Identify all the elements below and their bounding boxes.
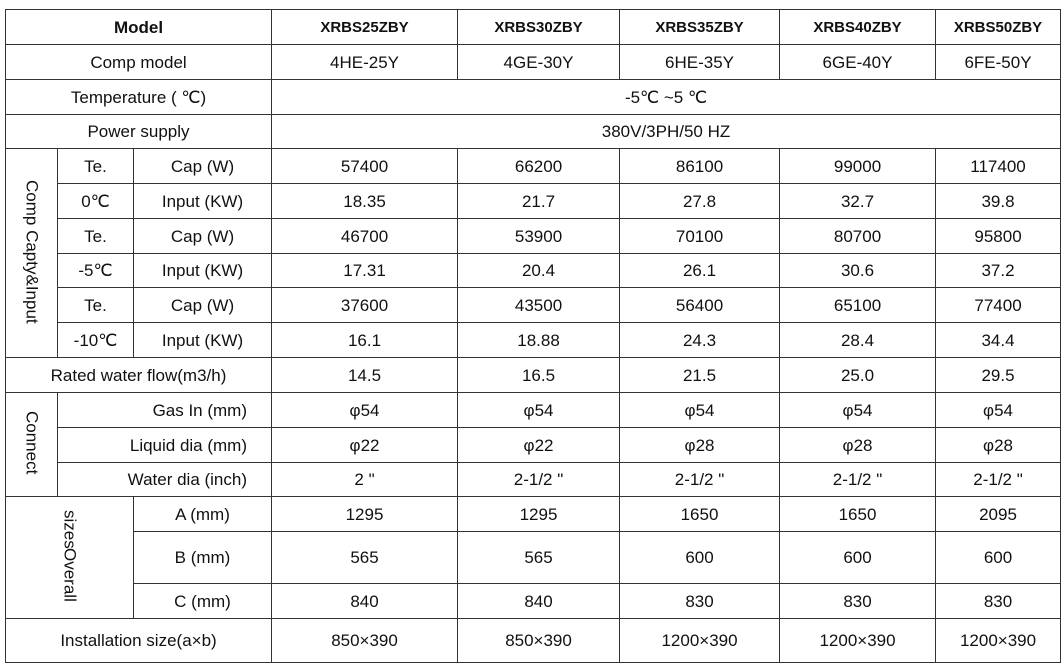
cell-value: 21.7	[458, 184, 620, 219]
cell-value: 14.5	[272, 358, 458, 393]
cell-value: 80700	[780, 219, 936, 254]
cell-value: 21.5	[620, 358, 780, 393]
cell-value: 26.1	[620, 254, 780, 288]
cell-value: 57400	[272, 149, 458, 184]
cell-value: 43500	[458, 288, 620, 323]
cell-value: 117400	[936, 149, 1061, 184]
row-label: C (mm)	[134, 584, 272, 619]
cell-value: φ28	[620, 428, 780, 463]
cell-value: 77400	[936, 288, 1061, 323]
cell-value: φ54	[936, 393, 1061, 428]
cap-label: Cap (W)	[134, 288, 272, 323]
te-label: Te.	[58, 219, 134, 254]
installation-row	[6, 619, 1061, 663]
cell-value: 66200	[458, 149, 620, 184]
overall-sizes-label-line1: Overall	[60, 548, 80, 603]
cell-value: 6FE-50Y	[936, 45, 1061, 80]
cell-value: 46700	[272, 219, 458, 254]
cell-value: φ22	[272, 428, 458, 463]
cell-value: 840	[458, 584, 620, 619]
cell-value: 17.31	[272, 254, 458, 288]
cell-value: 2095	[936, 497, 1061, 532]
cell-value: 18.88	[458, 323, 620, 358]
row-label: Comp model	[6, 45, 272, 80]
power-supply-row	[6, 115, 1061, 149]
input-row	[6, 323, 1061, 358]
cap-label: Cap (W)	[134, 149, 272, 184]
row-label: A (mm)	[134, 497, 272, 532]
row-label: B (mm)	[134, 532, 272, 584]
comp-capacity-label: Comp Capty&Input	[22, 179, 42, 324]
model-name: XRBS40ZBY	[780, 10, 936, 45]
size-row	[6, 497, 1061, 532]
cap-row	[6, 219, 1061, 254]
cell-value: 1200×390	[780, 619, 936, 663]
row-label: Installation size(a×b)	[6, 619, 272, 663]
connect-row	[6, 393, 1061, 428]
input-label: Input (KW)	[134, 184, 272, 219]
te-label: Te.	[58, 149, 134, 184]
model-name: XRBS35ZBY	[620, 10, 780, 45]
cell-value: 56400	[620, 288, 780, 323]
cell-value: 2-1/2 "	[458, 463, 620, 497]
cell-value: 27.8	[620, 184, 780, 219]
cell-value: 4GE-30Y	[458, 45, 620, 80]
cell-value: 850×390	[272, 619, 458, 663]
cell-value: 830	[780, 584, 936, 619]
spec-table	[5, 9, 1061, 663]
cell-value: 16.5	[458, 358, 620, 393]
overall-sizes-label-line2: sizes	[60, 509, 80, 549]
model-name: XRBS50ZBY	[936, 10, 1061, 45]
cell-value: 840	[272, 584, 458, 619]
te-value: -5℃	[58, 254, 134, 288]
cap-label: Cap (W)	[134, 219, 272, 254]
cell-value: 86100	[620, 149, 780, 184]
overall-sizes-label	[59, 510, 81, 603]
cell-value: 20.4	[458, 254, 620, 288]
te-value: -10℃	[58, 323, 134, 358]
overall-sizes-group-label	[6, 497, 134, 619]
cap-row	[6, 288, 1061, 323]
temperature-value: -5℃ ~5 ℃	[272, 80, 1061, 115]
cell-value: 99000	[780, 149, 936, 184]
cell-value: φ22	[458, 428, 620, 463]
cell-value: 34.4	[936, 323, 1061, 358]
te-label: Te.	[58, 288, 134, 323]
cell-value: 1650	[780, 497, 936, 532]
cell-value: 830	[620, 584, 780, 619]
power-supply-value: 380V/3PH/50 HZ	[272, 115, 1061, 149]
cell-value: 1200×390	[936, 619, 1061, 663]
cell-value: 830	[936, 584, 1061, 619]
cap-row	[6, 149, 1061, 184]
cell-value: 565	[272, 532, 458, 584]
connect-row	[6, 463, 1061, 497]
cell-value: 600	[620, 532, 780, 584]
header-row	[6, 10, 1061, 45]
input-label: Input (KW)	[134, 323, 272, 358]
cell-value: φ28	[780, 428, 936, 463]
cell-value: 600	[780, 532, 936, 584]
row-label: Temperature ( ℃)	[6, 80, 272, 115]
cell-value: φ54	[458, 393, 620, 428]
cell-value: 1650	[620, 497, 780, 532]
input-label: Input (KW)	[134, 254, 272, 288]
cell-value: φ28	[936, 428, 1061, 463]
cell-value: 18.35	[272, 184, 458, 219]
cell-value: 95800	[936, 219, 1061, 254]
cell-value: 2 "	[272, 463, 458, 497]
cell-value: 65100	[780, 288, 936, 323]
cell-value: 39.8	[936, 184, 1061, 219]
connect-group-label	[6, 393, 58, 497]
model-name: XRBS25ZBY	[272, 10, 458, 45]
row-label: Gas In (mm)	[58, 393, 272, 428]
model-header: Model	[6, 10, 272, 45]
cell-value: 32.7	[780, 184, 936, 219]
cell-value: 6GE-40Y	[780, 45, 936, 80]
cell-value: 2-1/2 "	[936, 463, 1061, 497]
cell-value: 1200×390	[620, 619, 780, 663]
model-name: XRBS30ZBY	[458, 10, 620, 45]
connect-label: Connect	[22, 411, 42, 475]
cell-value: 37.2	[936, 254, 1061, 288]
cell-value: 2-1/2 "	[620, 463, 780, 497]
row-label: Power supply	[6, 115, 272, 149]
row-label: Liquid dia (mm)	[58, 428, 272, 463]
cell-value: 53900	[458, 219, 620, 254]
size-row	[6, 532, 1061, 584]
cell-value: 16.1	[272, 323, 458, 358]
row-label: Rated water flow(m3/h)	[6, 358, 272, 393]
cell-value: φ54	[780, 393, 936, 428]
cell-value: 1295	[458, 497, 620, 532]
cell-value: 600	[936, 532, 1061, 584]
cell-value: 2-1/2 "	[780, 463, 936, 497]
comp-model-row	[6, 45, 1061, 80]
cell-value: 565	[458, 532, 620, 584]
cell-value: 24.3	[620, 323, 780, 358]
cell-value: φ54	[272, 393, 458, 428]
cell-value: 37600	[272, 288, 458, 323]
row-label: Water dia (inch)	[58, 463, 272, 497]
cell-value: 6HE-35Y	[620, 45, 780, 80]
water-flow-row	[6, 358, 1061, 393]
input-row	[6, 184, 1061, 219]
cell-value: 25.0	[780, 358, 936, 393]
temperature-row	[6, 80, 1061, 115]
te-value: 0℃	[58, 184, 134, 219]
cell-value: φ54	[620, 393, 780, 428]
cell-value: 30.6	[780, 254, 936, 288]
connect-row	[6, 428, 1061, 463]
cell-value: 70100	[620, 219, 780, 254]
cell-value: 850×390	[458, 619, 620, 663]
cell-value: 1295	[272, 497, 458, 532]
cell-value: 29.5	[936, 358, 1061, 393]
cell-value: 28.4	[780, 323, 936, 358]
input-row	[6, 254, 1061, 288]
cell-value: 4HE-25Y	[272, 45, 458, 80]
size-row	[6, 584, 1061, 619]
comp-capacity-group-label	[6, 149, 58, 358]
